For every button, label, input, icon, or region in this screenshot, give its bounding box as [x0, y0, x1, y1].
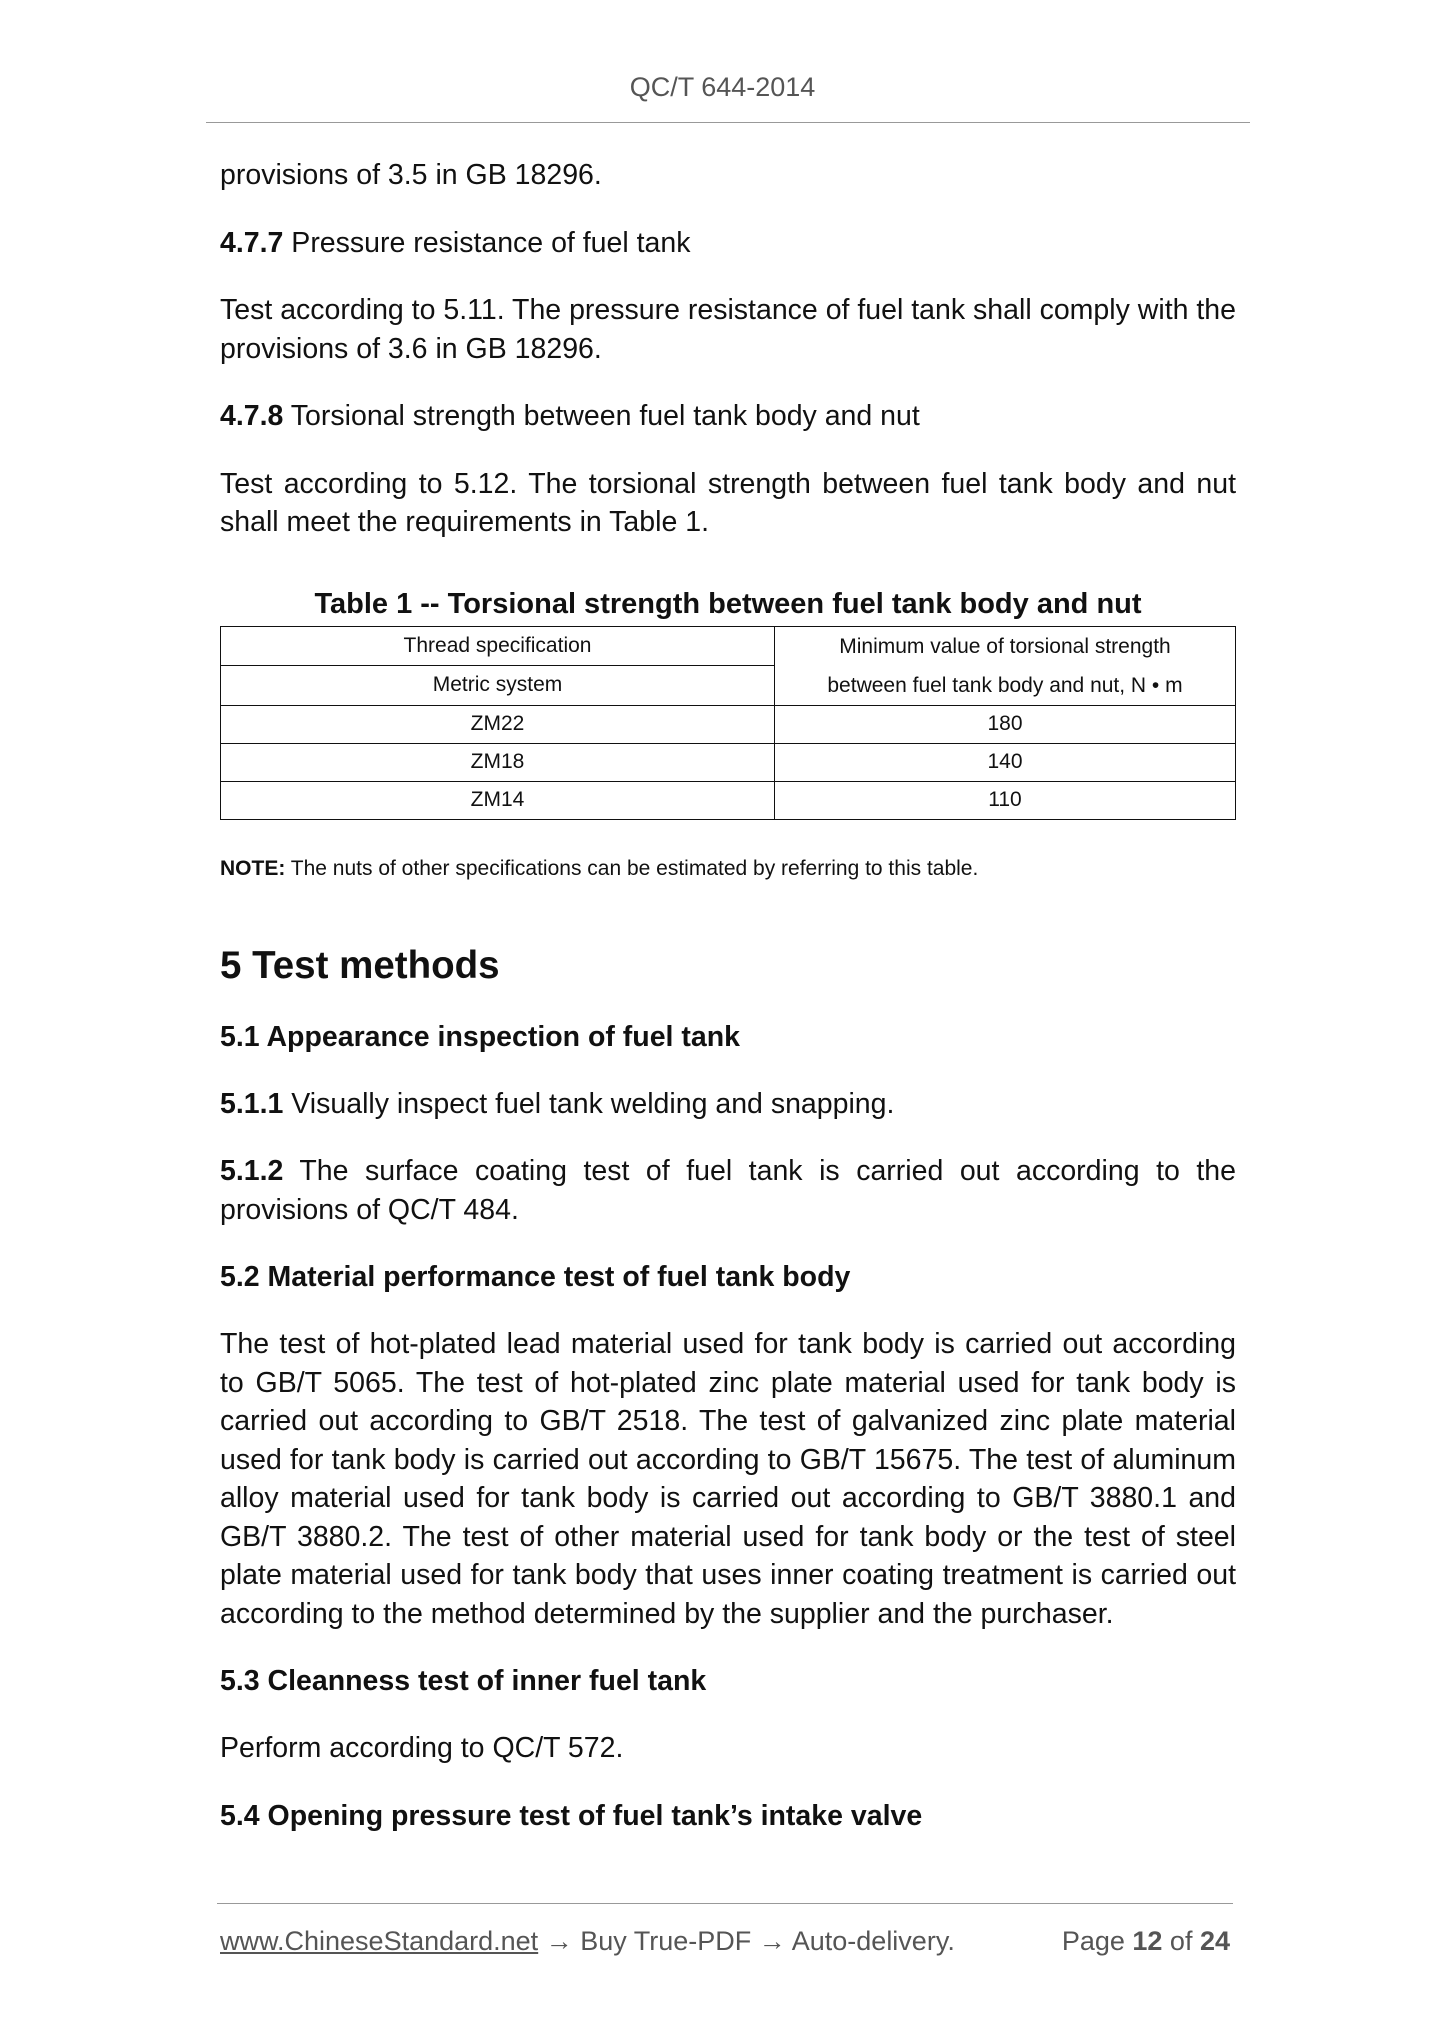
note-text: The nuts of other specifications can be estimated by referring to this table. — [285, 856, 979, 880]
table-row — [221, 743, 1236, 781]
clause-5-2-heading: 5.2 Material performance test of fuel tank body — [220, 1261, 851, 1293]
note-label: NOTE: — [220, 856, 286, 880]
paragraph-continuation: provisions of 3.5 in GB 18296. — [220, 159, 602, 191]
clause-5-1-1 — [220, 1085, 1236, 1124]
page-indicator — [1062, 1926, 1230, 1957]
section-5-heading: 5 Test methods — [220, 943, 500, 987]
clause-5-4-heading: 5.4 Opening pressure test of fuel tank’s intake valve — [220, 1799, 923, 1832]
clause-number: 5.1.2 — [220, 1155, 284, 1187]
footer-tagline: → Buy True-PDF → Auto-delivery. — [538, 1926, 955, 1956]
table-row — [221, 705, 1236, 743]
page-number: 12 — [1132, 1926, 1163, 1956]
clause-text: The surface coating test of fuel tank is carried out according to the provisions of QC/T 484. — [220, 1155, 1236, 1226]
clause-5-3-heading: 5.3 Cleanness test of inner fuel tank — [220, 1665, 707, 1697]
clause-title: Torsional strength between fuel tank body and nut — [283, 400, 920, 432]
clause-4-7-8-heading — [220, 397, 1236, 436]
header-min-line-2: between fuel tank body and nut, N • m — [827, 673, 1183, 697]
clause-5-1-heading: 5.1 Appearance inspection of fuel tank — [220, 1020, 740, 1053]
clause-title: Pressure resistance of fuel tank — [283, 226, 691, 259]
footer-divider — [217, 1903, 1233, 1904]
header-metric-system: Metric system — [221, 666, 775, 706]
clause-5-1-2 — [220, 1152, 1236, 1229]
page-label: Page — [1061, 1926, 1133, 1956]
clause-5-3-text: Perform according to QC/T 572. — [220, 1732, 624, 1764]
clause-text: Visually inspect fuel tank welding and snapping. — [283, 1087, 895, 1120]
table-header-row — [221, 626, 1236, 666]
header-thread-spec: Thread specification — [221, 626, 775, 666]
document-header-title: QC/T 644-2014 — [629, 72, 816, 102]
clause-4-7-8-text: Test according to 5.12. The torsional strength between fuel tank body and nut shall meet the requirements in Table 1. — [220, 467, 1236, 538]
cell-spec: ZM14 — [221, 781, 775, 819]
of-label: of — [1162, 1926, 1200, 1956]
table-caption: Table 1 -- Torsional strength between fuel tank body and nut — [314, 587, 1142, 620]
clause-4-7-7-text: Test according to 5.11. The pressure resistance of fuel tank shall comply with the provisions of 3.6 in GB 18296. — [220, 294, 1236, 365]
cell-value: 140 — [775, 743, 1236, 781]
page-total: 24 — [1199, 1926, 1230, 1956]
clause-4-7-7-heading — [220, 224, 1236, 263]
table-row — [221, 781, 1236, 819]
header-min-line-1: Minimum value of torsional strength — [839, 634, 1171, 658]
clause-number: 5.1.1 — [220, 1087, 284, 1120]
cell-spec: ZM18 — [221, 743, 775, 781]
table-note — [220, 854, 1236, 884]
torsional-strength-table — [220, 626, 1236, 820]
cell-value: 180 — [775, 705, 1236, 743]
page-body — [220, 156, 1236, 1835]
page-footer — [220, 1926, 1230, 1957]
cell-value: 110 — [775, 781, 1236, 819]
header-min-torsional-strength — [775, 626, 1236, 705]
clause-number: 4.7.8 — [220, 400, 284, 432]
header-divider — [206, 122, 1250, 123]
clause-number: 4.7.7 — [220, 226, 284, 259]
cell-spec: ZM22 — [221, 705, 775, 743]
website-link[interactable]: www.ChineseStandard.net — [220, 1926, 539, 1956]
clause-5-2-text: The test of hot-plated lead material used for tank body is carried out according to GB/T 5065. The test of hot-plated zinc plate material used for tank body is carried out according to GB/T 2518. The test of galvanized zinc plate material used for tank body is carried out according to GB/T 15675. The test of aluminum alloy material used for tank body is carried out according to GB/T 3880.1 and GB/T 3880.2. The test of other material used for tank body or the test of steel plate material used for tank body that uses inner coating treatment is carried out according to the method determined by the supplier and the purchaser. — [220, 1328, 1236, 1630]
